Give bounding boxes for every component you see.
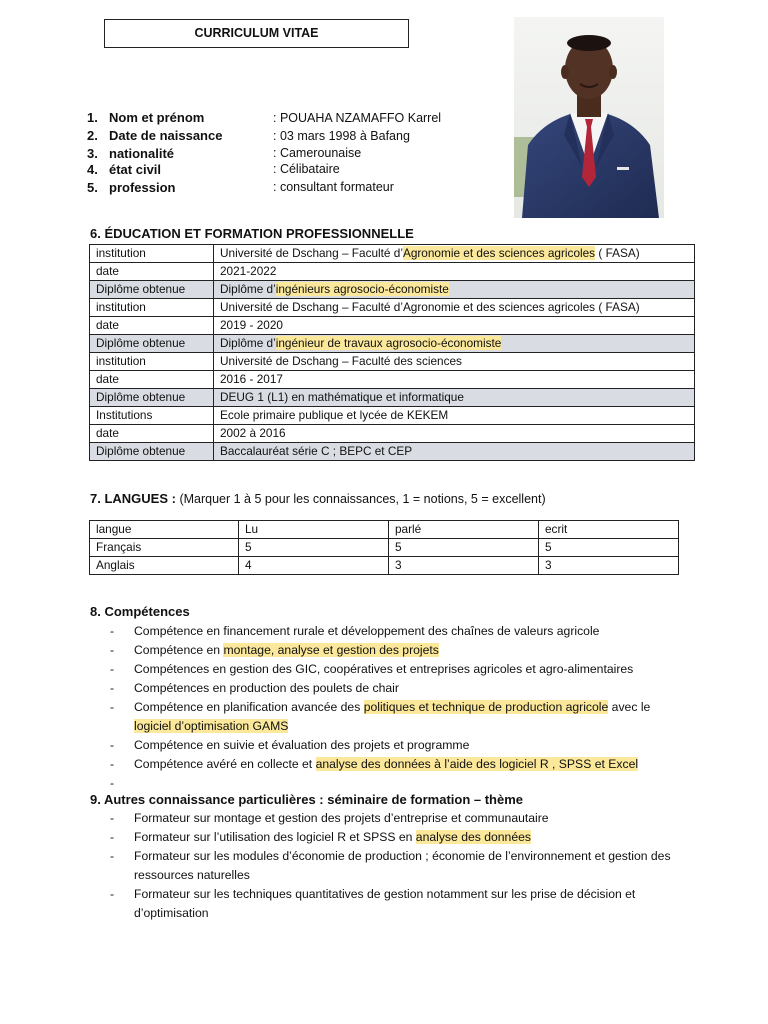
table-row: [90, 317, 695, 335]
table-row: [90, 407, 695, 425]
column-header: parlé: [389, 521, 539, 539]
edu-value: 2021-2022: [214, 263, 695, 281]
edu-label: Institutions: [90, 407, 214, 425]
profile-photo: [514, 17, 664, 218]
table-row: [90, 539, 679, 557]
cv-title: CURRICULUM VITAE: [104, 19, 409, 48]
competences-list: [110, 622, 690, 774]
edu-label: Diplôme obtenue: [90, 443, 214, 461]
info-label-profession: 5. profession: [87, 180, 176, 195]
list-item: - Compétences en production des poulets de chair: [110, 679, 690, 698]
column-header: langue: [90, 521, 239, 539]
edu-label: Diplôme obtenue: [90, 389, 214, 407]
table-cell: 3: [539, 557, 679, 575]
table-cell: 5: [539, 539, 679, 557]
list-item: - Compétence en montage, analyse et gestion des projets: [110, 641, 690, 660]
table-cell: 5: [389, 539, 539, 557]
info-label-civil-status: 4. état civil: [87, 162, 162, 177]
competences-heading: 8. Compétences: [90, 604, 190, 619]
edu-value: Ecole primaire publique et lycée de KEKEM: [214, 407, 695, 425]
info-value-profession: : consultant formateur: [273, 180, 394, 194]
table-row: [90, 371, 695, 389]
edu-label: date: [90, 263, 214, 281]
table-row: [90, 557, 679, 575]
table-row: [90, 335, 695, 353]
table-cell: Français: [90, 539, 239, 557]
list-item: - Compétence avéré en collecte et analyse des données à l’aide des logiciel R , SPSS et Excel: [110, 755, 690, 774]
edu-value: Diplôme d’ingénieurs agrosocio-économiste: [214, 281, 695, 299]
languages-note: (Marquer 1 à 5 pour les connaissances, 1 = notions, 5 = excellent): [175, 492, 546, 506]
info-label-name: 1. Nom et prénom: [87, 110, 205, 125]
edu-label: date: [90, 371, 214, 389]
list-item: - Formateur sur les modules d’économie de production ; économie de l’environnement et gestion des ressources naturelles: [110, 847, 690, 885]
table-row: [90, 443, 695, 461]
table-row: [90, 245, 695, 263]
edu-value: 2016 - 2017: [214, 371, 695, 389]
column-header: ecrit: [539, 521, 679, 539]
edu-label: date: [90, 425, 214, 443]
edu-label: Diplôme obtenue: [90, 281, 214, 299]
info-label-nationality: 3. nationalité: [87, 146, 175, 161]
edu-value: 2019 - 2020: [214, 317, 695, 335]
edu-label: date: [90, 317, 214, 335]
info-label-birth: 2. Date de naissance: [87, 128, 223, 143]
table-row: [90, 281, 695, 299]
table-cell: Anglais: [90, 557, 239, 575]
column-header: Lu: [239, 521, 389, 539]
languages-table: [89, 520, 679, 575]
table-row: [90, 425, 695, 443]
list-item: - Compétences en gestion des GIC, coopératives et entreprises agricoles et agro-alimentaires: [110, 660, 690, 679]
list-item: - Compétence en suivie et évaluation des projets et programme: [110, 736, 690, 755]
info-value-nationality: : Camerounaise: [273, 146, 362, 160]
table-cell: 5: [239, 539, 389, 557]
list-item: - Compétence en planification avancée des politiques et technique de production agricole avec le logiciel d’optimisation GAMS: [110, 698, 690, 736]
other-knowledge-list: [110, 809, 690, 923]
edu-value: Baccalauréat série C ; BEPC et CEP: [214, 443, 695, 461]
table-cell: 4: [239, 557, 389, 575]
education-table: [89, 244, 695, 461]
edu-value: Université de Dschang – Faculté d’Agronomie et des sciences agricoles ( FASA): [214, 245, 695, 263]
table-row: [90, 353, 695, 371]
list-item: - Formateur sur montage et gestion des projets d’entreprise et communautaire: [110, 809, 690, 828]
list-item: - Formateur sur les techniques quantitatives de gestion notamment sur les prise de décision et d’optimisation: [110, 885, 690, 923]
education-heading: 6. ÉDUCATION ET FORMATION PROFESSIONNELLE: [90, 226, 414, 241]
edu-value: 2002 à 2016: [214, 425, 695, 443]
edu-value: Université de Dschang – Faculté d’Agronomie et des sciences agricoles ( FASA): [214, 299, 695, 317]
edu-value: Diplôme d’ingénieur de travaux agrosocio-économiste: [214, 335, 695, 353]
list-item: - Formateur sur l’utilisation des logiciel R et SPSS en analyse des données: [110, 828, 690, 847]
table-row: [90, 299, 695, 317]
list-item: - Compétence en financement rurale et développement des chaînes de valeurs agricole: [110, 622, 690, 641]
edu-label: institution: [90, 299, 214, 317]
table-cell: 3: [389, 557, 539, 575]
languages-heading: 7. LANGUES : (Marquer 1 à 5 pour les connaissances, 1 = notions, 5 = excellent): [90, 491, 546, 506]
info-value-civil-status: : Célibataire: [273, 162, 340, 176]
edu-value: Université de Dschang – Faculté des sciences: [214, 353, 695, 371]
table-row: [90, 389, 695, 407]
edu-label: institution: [90, 245, 214, 263]
table-header-row: [90, 521, 679, 539]
other-knowledge-heading: 9. Autres connaissance particulières : séminaire de formation – thème: [90, 792, 524, 807]
info-value-birth: : 03 mars 1998 à Bafang: [273, 129, 410, 143]
info-value-name: : POUAHA NZAMAFFO Karrel: [273, 111, 442, 125]
table-row: [90, 263, 695, 281]
edu-value: DEUG 1 (L1) en mathématique et informatique: [214, 389, 695, 407]
edu-label: institution: [90, 353, 214, 371]
edu-label: Diplôme obtenue: [90, 335, 214, 353]
